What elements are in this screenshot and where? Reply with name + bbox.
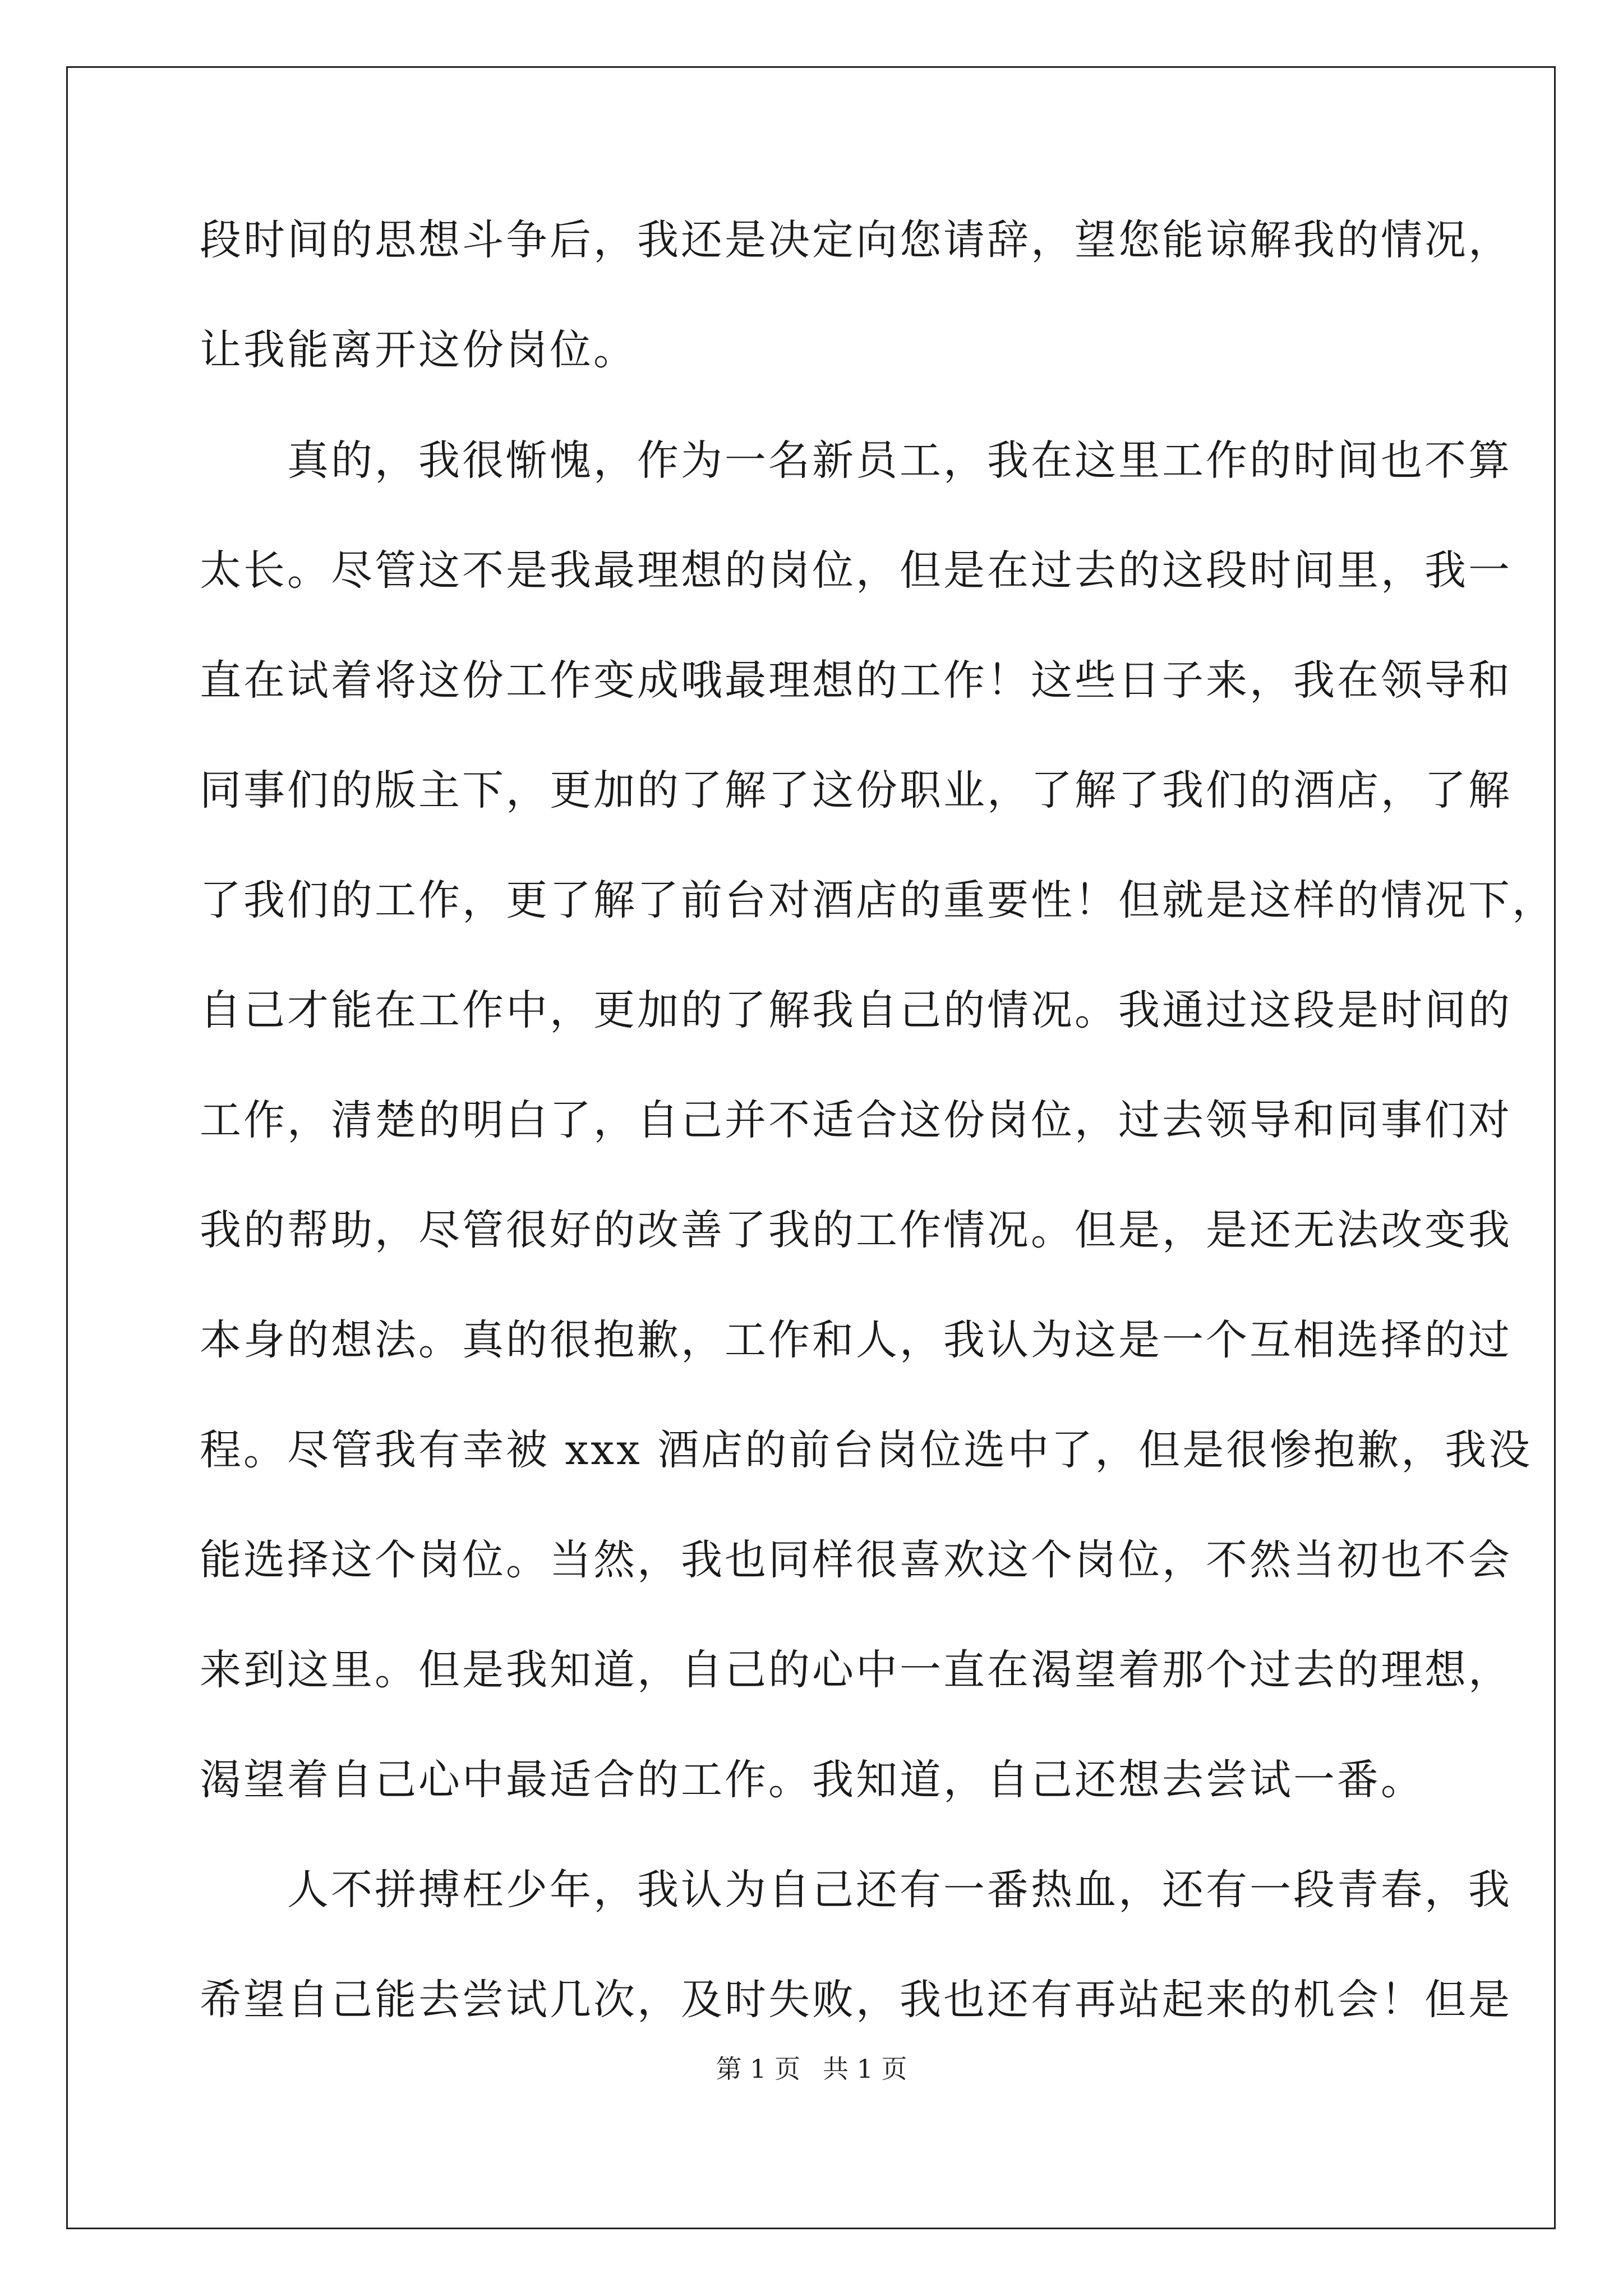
text-line: 来到这里。但是我知道，自己的心中一直在渴望着那个过去的理想， — [200, 1646, 1512, 1694]
text-line: 太长。尽管这不是我最理想的岗位，但是在过去的这段时间里，我一 — [200, 546, 1512, 595]
text-line: 工作，清楚的明白了，自己并不适合这份岗位，过去领导和同事们对 — [200, 1096, 1512, 1144]
text-line: 渴望着自己心中最适合的工作。我知道，自己还想去尝试一番。 — [200, 1756, 1424, 1804]
text-line: 程。尽管我有幸被 xxx 酒店的前台岗位选中了，但是很惨抱歉，我没 — [200, 1426, 1533, 1474]
text-line: 自己才能在工作中，更加的了解我自己的情况。我通过这段是时间的 — [200, 986, 1512, 1034]
text-line: 人不拼搏枉少年，我认为自己还有一番热血，还有一段青春，我 — [200, 1866, 1512, 1914]
text-line: 我的帮助，尽管很好的改善了我的工作情况。但是，是还无法改变我 — [200, 1206, 1512, 1254]
page-number: 第 1 页 — [716, 2054, 800, 2084]
text-line: 了我们的工作，更了解了前台对酒店的重要性！但就是这样的情况下， — [200, 876, 1556, 924]
text-line: 本身的想法。真的很抱歉，工作和人，我认为这是一个互相选择的过 — [200, 1316, 1512, 1364]
text-line: 希望自己能去尝试几次，及时失败，我也还有再站起来的机会！但是 — [200, 1976, 1512, 2024]
page-total: 共 1 页 — [823, 2054, 907, 2084]
text-line: 真的，我很惭愧，作为一名新员工，我在这里工作的时间也不算 — [200, 436, 1512, 485]
text-line: 能选择这个岗位。当然，我也同样很喜欢这个岗位，不然当初也不会 — [200, 1536, 1512, 1584]
text-line: 同事们的版主下，更加的了解了这份职业，了解了我们的酒店，了解 — [200, 766, 1512, 815]
page-footer — [0, 2052, 1623, 2086]
text-line: 段时间的思想斗争后，我还是决定向您请辞，望您能谅解我的情况， — [200, 216, 1512, 264]
text-line: 让我能离开这份岗位。 — [200, 326, 637, 374]
text-line: 直在试着将这份工作变成哦最理想的工作！这些日子来，我在领导和 — [200, 656, 1512, 705]
